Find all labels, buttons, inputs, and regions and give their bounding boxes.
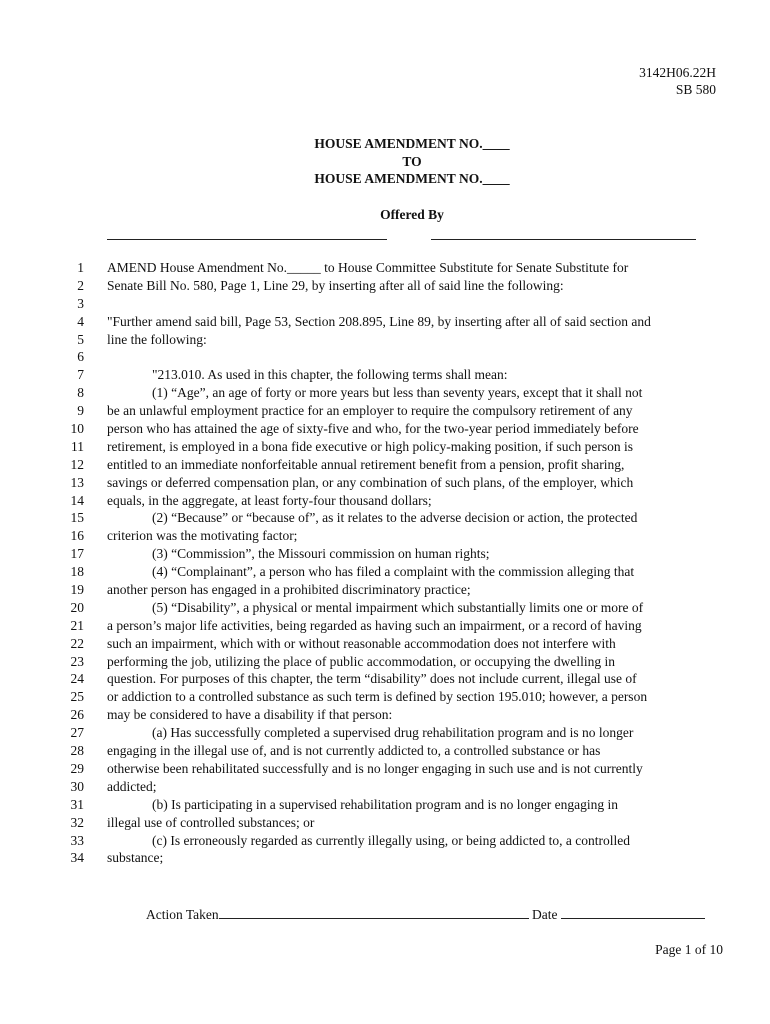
- numbered-line: [0, 832, 770, 850]
- line-number: 10: [70, 421, 84, 437]
- line-number: 20: [70, 599, 84, 615]
- line-text: (5) “Disability”, a physical or mental impairment which substantially limits one or more of: [152, 599, 644, 615]
- line-text: (3) “Commission”, the Missouri commission on human rights;: [152, 546, 490, 562]
- line-text: "213.010. As used in this chapter, the following terms shall mean:: [152, 367, 508, 383]
- page-number: Page 1 of 10: [655, 942, 723, 957]
- numbered-line: [0, 277, 770, 295]
- numbered-line: [0, 456, 770, 474]
- line-number: 23: [70, 653, 84, 669]
- line-number: 4: [77, 313, 84, 329]
- numbered-line: [0, 581, 770, 599]
- numbered-line: [0, 760, 770, 778]
- line-number: 18: [70, 564, 84, 580]
- numbered-line: [0, 670, 770, 688]
- line-text: (2) “Because” or “because of”, as it relates to the adverse decision or action, the protected: [152, 510, 638, 526]
- line-number: 7: [77, 367, 84, 383]
- line-text: a person’s major life activities, being regarded as having such an impairment, or a record of having: [107, 617, 642, 633]
- action-taken-field: [219, 906, 529, 919]
- line-number: 26: [70, 707, 84, 723]
- line-number: 12: [70, 456, 84, 472]
- numbered-line: [0, 688, 770, 706]
- line-text: illegal use of controlled substances; or: [107, 814, 315, 830]
- numbered-line: [0, 438, 770, 456]
- numbered-line: [0, 635, 770, 653]
- line-text: line the following:: [107, 331, 207, 347]
- date-label: Date: [532, 907, 558, 922]
- line-number: 14: [70, 492, 84, 508]
- line-text: or addiction to a controlled substance as such term is defined by section 195.010; however, a person: [107, 689, 648, 705]
- numbered-line: [0, 796, 770, 814]
- numbered-line: [0, 348, 770, 366]
- sponsor-signature-line-left: [107, 239, 387, 240]
- line-number: 2: [77, 277, 84, 293]
- line-text: performing the job, utilizing the place of public accommodation, or occupying the dwelling in: [107, 653, 615, 669]
- line-text: retirement, is employed in a bona fide executive or high policy-making position, if such person is: [107, 438, 633, 454]
- line-number: 15: [70, 510, 84, 526]
- line-number: 24: [70, 671, 84, 687]
- action-taken-label: Action Taken: [146, 907, 219, 922]
- numbered-line: [0, 742, 770, 760]
- line-text: another person has engaged in a prohibited discriminatory practice;: [107, 582, 471, 598]
- numbered-line: [0, 295, 770, 313]
- line-text: AMEND House Amendment No._____ to House Committee Substitute for Senate Substitute for: [107, 260, 629, 275]
- line-text: (a) Has successfully completed a supervised drug rehabilitation program and is no longer: [152, 725, 634, 741]
- offered-by-label: Offered By: [380, 207, 444, 222]
- sponsor-signature-line-right: [431, 239, 696, 240]
- numbered-line: [0, 617, 770, 635]
- amendment-title: [0, 135, 770, 188]
- line-text: entitled to an immediate nonforfeitable annual retirement benefit from a pension, profit sharing,: [107, 456, 625, 472]
- numbered-line: [0, 474, 770, 492]
- amendment-body: [0, 259, 770, 867]
- numbered-line: [0, 653, 770, 671]
- line-text: otherwise been rehabilitated successfully and is no longer engaging in such use and is not currently: [107, 760, 643, 776]
- line-number: 34: [70, 850, 84, 866]
- line-number: 8: [77, 385, 84, 401]
- line-number: 29: [70, 760, 84, 776]
- line-number: 27: [70, 725, 84, 741]
- line-text: be an unlawful employment practice for an employer to require the compulsory retirement of any: [107, 403, 633, 419]
- line-text: may be considered to have a disability if that person:: [107, 707, 393, 723]
- line-text: savings or deferred compensation plan, or any combination of such plans, of the employer, which: [107, 474, 634, 490]
- line-number: 16: [70, 528, 84, 544]
- line-number: 28: [70, 743, 84, 759]
- numbered-line: [0, 563, 770, 581]
- numbered-line: [0, 313, 770, 331]
- title-line-1: HOUSE AMENDMENT NO.____: [314, 136, 510, 151]
- line-number: 22: [70, 635, 84, 651]
- line-number: 9: [77, 403, 84, 419]
- line-number: 5: [77, 331, 84, 347]
- numbered-line: [0, 420, 770, 438]
- line-number: 32: [70, 814, 84, 830]
- line-number: 19: [70, 582, 84, 598]
- line-number: 11: [71, 438, 84, 454]
- line-text: substance;: [107, 850, 164, 866]
- numbered-line: [0, 778, 770, 796]
- line-number: 13: [70, 474, 84, 490]
- bill-reference: SB 580: [675, 82, 716, 97]
- document-id: [639, 64, 716, 98]
- line-text: question. For purposes of this chapter, the term “disability” does not include current, illegal use of: [107, 671, 637, 687]
- line-text: equals, in the aggregate, at least forty-four thousand dollars;: [107, 492, 432, 508]
- numbered-line: [0, 331, 770, 349]
- numbered-line: [0, 384, 770, 402]
- numbered-line: [0, 527, 770, 545]
- numbered-line: [0, 814, 770, 832]
- line-number: 31: [70, 796, 84, 812]
- numbered-line: [0, 492, 770, 510]
- numbered-line: [0, 366, 770, 384]
- line-number: 33: [70, 832, 84, 848]
- line-text: (c) Is erroneously regarded as currently illegally using, or being addicted to, a controlled: [152, 832, 630, 848]
- numbered-line: [0, 509, 770, 527]
- line-text: addicted;: [107, 778, 157, 794]
- numbered-line: [0, 849, 770, 867]
- numbered-line: [0, 724, 770, 742]
- line-number: 6: [77, 349, 84, 365]
- line-text: engaging in the illegal use of, and is not currently addicted to, a controlled substance or has: [107, 743, 601, 759]
- line-text: (4) “Complainant”, a person who has filed a complaint with the commission alleging that: [152, 564, 635, 580]
- line-text: Senate Bill No. 580, Page 1, Line 29, by inserting after all of said line the following:: [107, 277, 564, 293]
- line-number: 30: [70, 778, 84, 794]
- title-line-2: TO: [402, 153, 422, 169]
- line-text: "Further amend said bill, Page 53, Section 208.895, Line 89, by inserting after all of said section and: [107, 313, 651, 329]
- date-field: [561, 906, 705, 919]
- line-number: 1: [77, 260, 84, 275]
- line-number: 3: [77, 295, 84, 311]
- numbered-line: [0, 545, 770, 563]
- numbered-line: [0, 599, 770, 617]
- line-text: (1) “Age”, an age of forty or more years but less than seventy years, except that it shall not: [152, 385, 643, 401]
- numbered-line: [0, 706, 770, 724]
- line-number: 17: [70, 546, 84, 562]
- numbered-line: [0, 259, 770, 277]
- line-text: such an impairment, which with or without reasonable accommodation does not interfere with: [107, 635, 616, 651]
- line-text: (b) Is participating in a supervised rehabilitation program and is no longer engaging in: [152, 796, 619, 812]
- title-line-3: HOUSE AMENDMENT NO.____: [314, 171, 510, 186]
- action-taken-row: [146, 906, 705, 923]
- line-text: criterion was the motivating factor;: [107, 528, 298, 544]
- line-number: 21: [70, 617, 84, 633]
- doc-code: 3142H06.22H: [639, 65, 716, 80]
- numbered-line: [0, 402, 770, 420]
- line-text: person who has attained the age of sixty-five and who, for the two-year period immediately before: [107, 421, 639, 437]
- line-number: 25: [70, 689, 84, 705]
